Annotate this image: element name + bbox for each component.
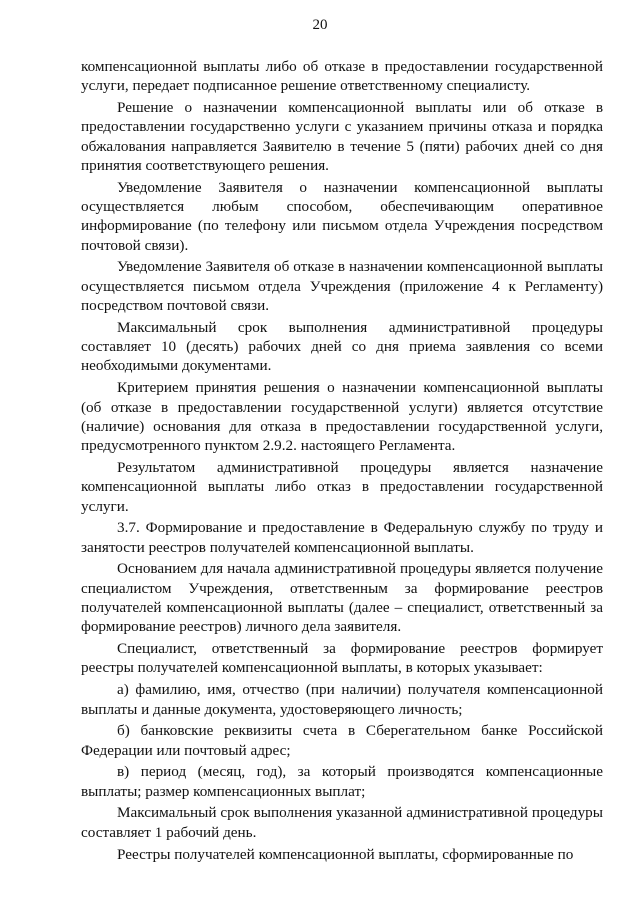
list-item-b: б) банковские реквизиты счета в Сберегательном банке Российской Федерации или почтовый адрес; (81, 722, 603, 759)
paragraph-2: Решение о назначении компенсационной выплаты или об отказе в предоставлении государственно услуги с указанием причины отказа и порядка обжалования направляется Заявителю в течение 5 (пяти) рабочих дней со дня принятия соответствующего решения. (81, 99, 603, 174)
paragraph-14: Максимальный срок выполнения указанной административной процедуры составляет 1 рабочий день. (81, 804, 603, 841)
document-body (81, 57, 603, 864)
paragraph-5: Максимальный срок выполнения административной процедуры составляет 10 (десять) рабочих дней со дня приема заявления со всеми необходимыми документами. (81, 318, 603, 375)
paragraph-4: Уведомление Заявителя об отказе в назначении компенсационной выплаты осуществляется письмом отдела Учреждения (приложение 4 к Регламенту) посредством почтовой связи. (81, 258, 603, 315)
paragraph-1: компенсационной выплаты либо об отказе в предоставлении государственной услуги, передает подписанное решение ответственному специалисту. (81, 58, 603, 95)
paragraph-10: Специалист, ответственный за формирование реестров формирует реестры получателей компенсационной выплаты, в которых указывает: (81, 640, 603, 677)
paragraph-15: Реестры получателей компенсационной выплаты, сформированные по (117, 845, 574, 863)
paragraph-9: Основанием для начала административной процедуры является получение специалистом Учреждения, ответственным за формирование реестров получателей компенсационной выплаты (далее – специалист, ответственный за формирование реестров) личного дела заявителя. (81, 560, 603, 636)
list-item-c: в) период (месяц, год), за который производятся компенсационные выплаты; размер компенсационных выплат; (81, 763, 603, 800)
paragraph-3: Уведомление Заявителя о назначении компенсационной выплаты осуществляется любым способом, обеспечивающим оперативное информирование (по телефону или письмом отдела Учреждения посредством почтовой связи). (81, 178, 603, 254)
section-heading-3-7: 3.7. Формирование и предоставление в Федеральную службу по труду и занятости реестров получателей компенсационной выплаты. (81, 519, 603, 556)
page-number: 20 (312, 17, 328, 33)
paragraph-6: Критерием принятия решения о назначении компенсационной выплаты (об отказе в предоставлении государственной услуги) является отсутствие (наличие) основания для отказа в предоставлении государственной услуги, предусмотренного пунктом 2.9.2. настоящего Регламента. (81, 379, 603, 455)
list-item-a: а) фамилию, имя, отчество (при наличии) получателя компенсационной выплаты и данные документа, удостоверяющего личность; (81, 681, 603, 718)
paragraph-7: Результатом административной процедуры является назначение компенсационной выплаты либо отказ в предоставлении государственной услуги. (81, 458, 603, 515)
